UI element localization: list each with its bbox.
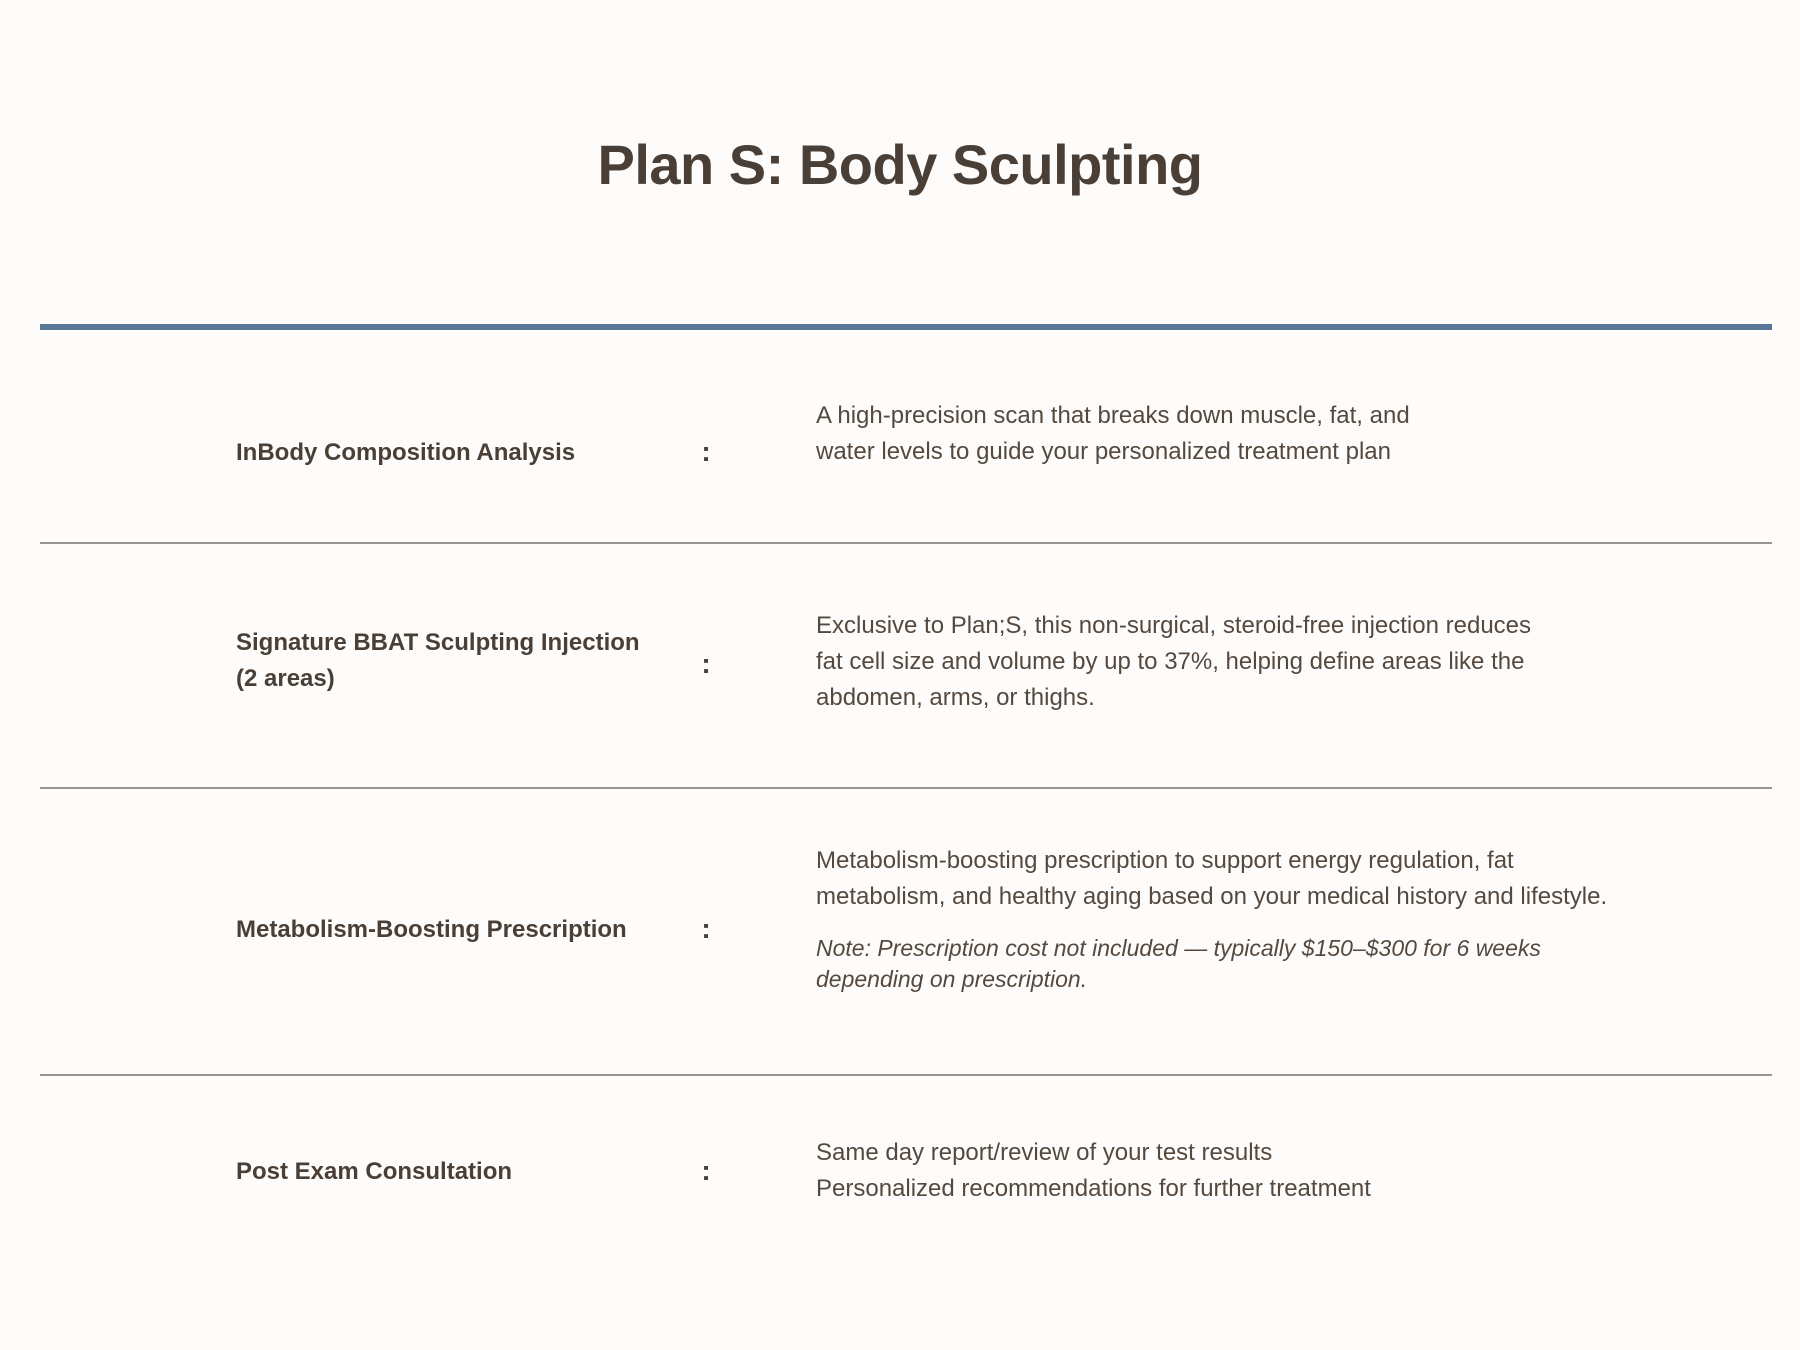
- label-line: Signature BBAT Sculpting Injection: [236, 629, 640, 656]
- service-label: InBody Composition Analysis: [236, 439, 576, 466]
- row-divider: [40, 787, 1772, 789]
- row-divider: [40, 542, 1772, 544]
- label-separator: :: [701, 913, 711, 944]
- note-line: Note: Prescription cost not included — typically $150–$300 for 6 weeks: [816, 935, 1541, 961]
- service-description: [816, 608, 1656, 716]
- service-label: Metabolism-Boosting Prescription: [236, 916, 627, 943]
- pricing-note: [816, 933, 1656, 995]
- service-description: [816, 843, 1656, 995]
- label-line: (2 areas): [236, 665, 335, 692]
- description-line: metabolism, and healthy aging based on your medical history and lifestyle.: [816, 883, 1608, 910]
- description-line: fat cell size and volume by up to 37%, helping define areas like the: [816, 648, 1525, 675]
- description-line: Exclusive to Plan;S, this non-surgical, steroid-free injection reduces: [816, 612, 1532, 639]
- row-divider: [40, 1074, 1772, 1076]
- service-label: Post Exam Consultation: [236, 1158, 513, 1185]
- description-line: A high-precision scan that breaks down muscle, fat, and: [816, 402, 1410, 429]
- description-line: Personalized recommendations for further treatment: [816, 1175, 1371, 1202]
- description-line: Same day report/review of your test results: [816, 1139, 1273, 1166]
- description-line: water levels to guide your personalized treatment plan: [816, 438, 1391, 465]
- service-row-metabolism: [40, 843, 1772, 1063]
- service-row-bbat: [40, 608, 1772, 778]
- service-description: [816, 398, 1656, 470]
- label-separator: :: [701, 1155, 711, 1186]
- service-label: [236, 625, 676, 697]
- description-line: Metabolism-boosting prescription to support energy regulation, fat: [816, 847, 1514, 874]
- description-line: abdomen, arms, or thighs.: [816, 684, 1095, 711]
- service-row-inbody: [40, 396, 1772, 546]
- service-row-consultation: [40, 1132, 1772, 1232]
- service-description: [816, 1135, 1656, 1207]
- note-line: depending on prescription.: [816, 966, 1088, 992]
- label-separator: :: [701, 436, 711, 467]
- page-title: Plan S: Body Sculpting: [597, 133, 1203, 196]
- header-rule: [40, 324, 1772, 330]
- label-separator: :: [701, 648, 711, 679]
